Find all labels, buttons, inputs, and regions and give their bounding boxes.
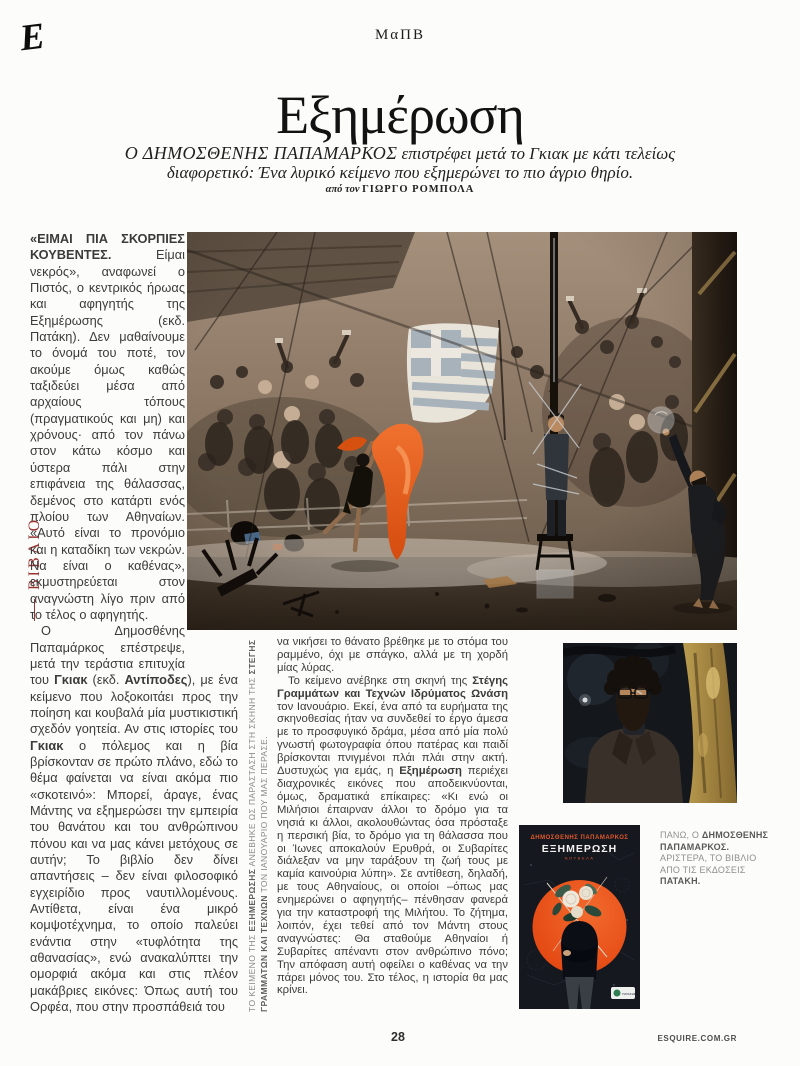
stage-photo <box>187 232 737 630</box>
cover-author: ΔΗΜΟΣΘΕΝΗΣ ΠΑΠΑΜΑΡΚΟΣ <box>530 835 629 841</box>
cover-subtitle: ΝΟΥΒΕΛΑ <box>564 855 595 861</box>
author-photo <box>563 643 737 803</box>
paragraph: Το κείμενο ανέβηκε στη σκηνή της Στέγης Γραμμάτων και Τεχνών Ιδρύματος Ωνάση τον Ιανουάριο. Εκεί, ένα από τα ευρήματα της σκηνοθεσίας ήταν να συνδεθεί το έργο άμεσα με το προσφυγικό δράμα, μέσα από μία πολύ γνωστή φωτογραφία όπου πατέρας και παιδί βρίσκονται πνιγμένοι πλάι πλάι στην ακτή. Δυστυχώς για εμάς, η Εξημέρωση περιέχει διαχρονικές εικόνες που αποδεικνύονται, όμως, δραματικά επίκαιρες: «Κι ενώ οι Μιλήσιοι έπαιρναν άλλοι το δρόμο για τα νησιά κι άλλοι, ακολουθώντας όσα πρόσταξε η περσική βία, το δρόμο για τη θάλασσα που οι Ίωνες αποκαλούν Ερυθρά, οι Συβαρίτες διάλεξαν να μην ταράξουν τη ζωή τους με καμία καινούρια λύπη». Σε αντίθεση, δηλαδή, με τους Αθηναίους, οι οποίοι –όπως μας ενημερώνει ο αφηγητής– πένθησαν φανερά για την καταστροφή της Μιλήτου. Το ζήτημα, λοιπόν, έχει τεθεί από τον Μάντη στους αναγνώστες: Θα σταθούμε Αθηναίοι ή Συβαρίτες απέναντι στον ανθρώπινο πόνο; Την απόφαση αυτή οφείλει ο καθένας να την πάρει μόνος του. Στο τέλος, η ιστορία θα μας κρίνει. <box>277 674 508 997</box>
book-caption: ΠΑΝΩ, Ο ΔΗΜΟΣΘΕΝΗΣ ΠΑΠΑΜΑΡΚΟΣ. ΑΡΙΣΤΕΡΑ, ΤΟ ΒΙΒΛΙΟ ΑΠΟ ΤΙΣ ΕΚΔΟΣΕΙΣ ΠΑΤΑΚΗ. <box>660 830 769 887</box>
page-title: Εξημέρωση <box>276 85 524 145</box>
book-cover <box>519 825 640 1009</box>
publisher-logo <box>611 987 636 999</box>
publisher-name: ΠΑΤΑΚΗΣ <box>622 992 636 996</box>
paragraph: Ο Δημοσθένης Παπαμάρκος επέστρεψε, μετά την τεράστια επιτυχία του Γκιακ (εκδ. Αντίποδες), με ένα κείμενο που λοξοκοιτάει προς την ποίηση και κουβαλά μία μυστικιστική σχεδόν γοητεία. Αν στις ιστορίες του Γκιακ ο πόλεμος και η βία βρίσκονταν σε πρώτο πλάνο, εδώ το θέμα φαίνεται να είναι ακόμα πιο «σκοτεινό»: Μπορεί, άραγε, ένας Μάντης να εξημερώσει την εμπειρία του θανάτου και του ανθρώπινου πόνου και να μας κάνει μετόχους σε αυτήν; Το βιβλίο δεν δίνει απαντήσεις – δεν είναι φιλοσοφικό εγχειρίδιο προς ναυτιλλομένους. Αντίθετα, είναι ένα μικρό κομψοτέχνημα, το οποίο παλεύει ενάντια στην «τυφλότητα της αθανασίας», ενώ ανακαλύπτει την ομορφιά ακόμα και στις πλέον μακάβριες εικόνες: Όπως αυτή του Ορφέα, που στην προσπάθειά του <box>30 623 239 1015</box>
photo-wrap-spacer <box>185 231 238 658</box>
byline-name: ΓΙΩΡΓΟ ΡΟΜΠΟΛΑ <box>362 184 475 195</box>
paragraph: «ΕΙΜΑΙ ΠΙΑ ΣΚΟΡΠΙΕΣ ΚΟΥΒΕΝΤΕΣ. Είμαι νεκρός», αναφωνεί ο Πιστός, ο κεντρικός ήρωας και αφηγητής της Εξημέρωσης (εκδ. Πατάκη). Δεν μαθαίνουμε το όνομά του ποτέ, τον ακούμε όμως καθώς ταξιδεύει μέσα από αρχαίους τόπους (πραγματικούς και μη) και χρόνους· από τον πάνω στον κάτω κόσμο και ύστερα πάλι στην επιφάνεια της θάλασσας, δεμένος στο κατάρτι ενός πλοίου των Αθηναίων. «Αυτό είναι το προνόμιο και η καταδίκη των νεκρών. Να είναι ο καθένας», εκμυστηρεύεται στον αναγνώστη λίγο πριν από το τέλος ο αφηγητής. <box>30 231 185 622</box>
standfirst: Ο ΔΗΜΟΣΘΕΝΗΣ ΠΑΠΑΜΑΡΚΟΣ επιστρέφει μετά το Γκιακ με κάτι τελείως διαφορετικό: Ένα λυρικό κείμενο που εξημερώνει το πιο άγριο θηρίο. <box>124 143 676 182</box>
paragraph: να νικήσει το θάνατο βρέθηκε με το στόμα του ραμμένο, όχι με σπάγκο, αλλά με τη χορδή μίας λύρας. <box>277 636 508 674</box>
photo-vignette <box>187 232 737 630</box>
stage-photo-caption: ΤΟ ΚΕΙΜΕΝΟ ΤΗΣ ΕΞΗΜΕΡΩΣΗΣ ΑΝΕΒΗΚΕ ΩΣ ΠΑΡΑΣΤΑΣΗ ΣΤΗ ΣΚΗΝΗ ΤΗΣ ΣΤΕΓΗΣ ΓΡΑΜΜΑΤΩΝ ΚΑΙ ΤΕΧΝΩΝ ΤΟΝ ΙΑΝΟΥΑΡΙΟ ΠΟΥ ΜΑΣ ΠΕΡΑΣΕ. <box>247 639 269 1012</box>
dark-branch <box>563 649 675 653</box>
stage-photo-illustration <box>187 232 737 630</box>
site-url: ESQUIRE.COM.GR <box>657 1034 737 1043</box>
section-label-text: ΒΙΒΛΙΟ <box>26 516 43 590</box>
cover-title: ΕΞΗΜΕΡΩΣΗ <box>541 843 618 855</box>
esquire-logo: Ε <box>17 15 48 60</box>
running-head: ΜαΠΒ <box>374 27 426 43</box>
light-dot <box>583 698 588 703</box>
byline <box>0 184 800 195</box>
page-number: 28 <box>391 1030 405 1044</box>
article-column-left <box>30 231 238 1016</box>
article-column-middle <box>277 636 538 1001</box>
byline-prefix: από τον <box>325 184 363 195</box>
